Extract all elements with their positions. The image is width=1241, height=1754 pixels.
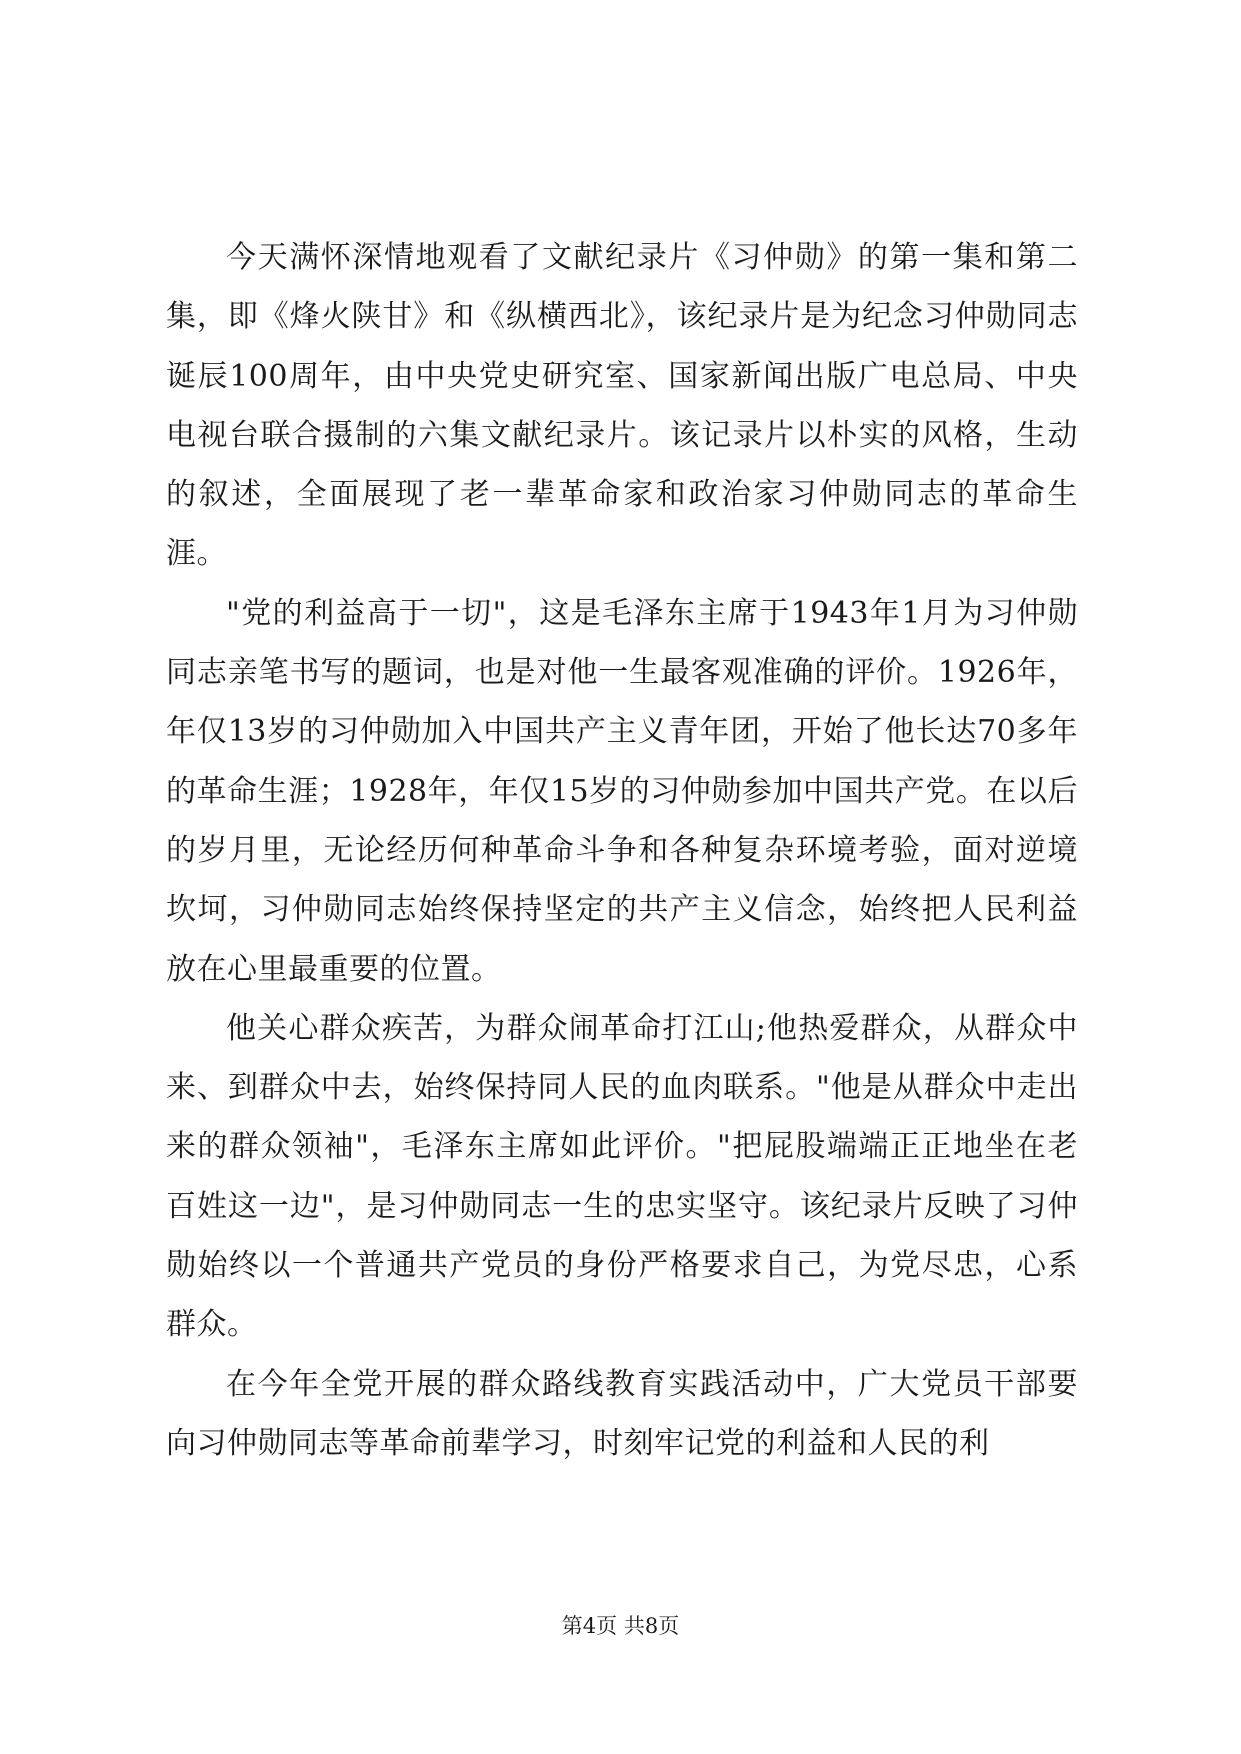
document-body: [166, 228, 1078, 1473]
page-number-footer: 第4页 共8页: [561, 1614, 680, 1638]
paragraph-1: 今天满怀深情地观看了文献纪录片《习仲勋》的第一集和第二集，即《烽火陕甘》和《纵横西北》，该纪录片是为纪念习仲勋同志诞辰100周年，由中央党史研究室、国家新闻出版广电总局、中央电视台联合摄制的六集文献纪录片。该记录片以朴实的风格，生动的叙述，全面展现了老一辈革命家和政治家习仲勋同志的革命生涯。: [166, 240, 1078, 572]
paragraph-2: "党的利益高于一切"，这是毛泽东主席于1943年1月为习仲勋同志亲笔书写的题词，也是对他一生最客观准确的评价。1926年，年仅13岁的习仲勋加入中国共产主义青年团，开始了他长达70多年的革命生涯；1928年，年仅15岁的习仲勋参加中国共产党。在以后的岁月里，无论经历何种革命斗争和各种复杂环境考验，面对逆境坎坷，习仲勋同志始终保持坚定的共产主义信念，始终把人民利益放在心里最重要的位置。: [166, 595, 1078, 987]
paragraph-4: 在今年全党开展的群众路线教育实践活动中，广大党员干部要向习仲勋同志等革命前辈学习，时刻牢记党的利益和人民的利: [166, 1366, 1078, 1461]
paragraph-3: 他关心群众疾苦，为群众闹革命打江山;他热爱群众，从群众中来、到群众中去，始终保持同人民的血肉联系。"他是从群众中走出来的群众领袖"，毛泽东主席如此评价。"把屁股端端正正地坐在老百姓这一边"，是习仲勋同志一生的忠实坚守。该纪录片反映了习仲勋始终以一个普通共产党员的身份严格要求自己，为党尽忠，心系群众。: [166, 1010, 1078, 1343]
